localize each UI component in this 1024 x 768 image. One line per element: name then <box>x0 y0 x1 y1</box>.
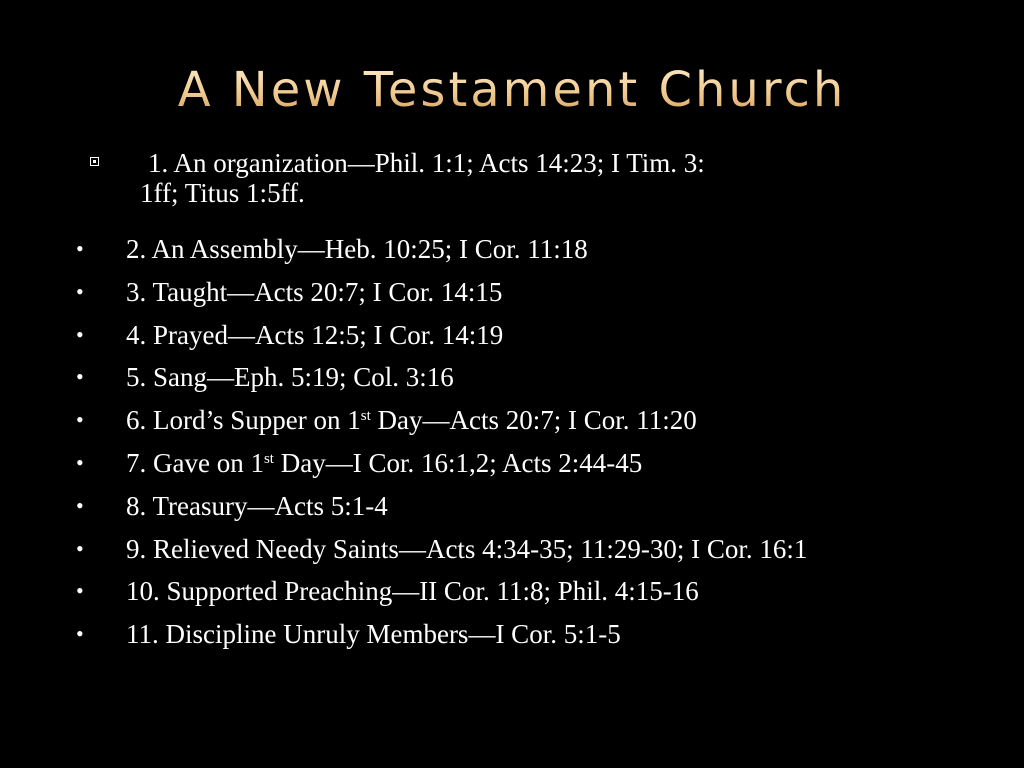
bullet-icon: • <box>76 407 84 433</box>
list-item-text-pre: 6. Lord’s Supper on 1 <box>126 405 361 436</box>
list-item <box>76 570 1016 613</box>
square-bullet-icon <box>90 157 99 166</box>
list-item-text: 9. Relieved Needy Saints—Acts 4:34-35; 11:29-30; I Cor. 16:1 <box>126 533 808 564</box>
list-item-text: 10. Supported Preaching—II Cor. 11:8; Phil. 4:15-16 <box>126 576 699 607</box>
list-item-text: 8. Treasury—Acts 5:1-4 <box>126 490 388 521</box>
first-item-line-1: 1. An organization—Phil. 1:1; Acts 14:23; I Tim. 3: <box>148 148 705 178</box>
list-item-text: 5. Sang—Eph. 5:19; Col. 3:16 <box>126 362 454 393</box>
list-item <box>76 228 1016 271</box>
bullet-icon: • <box>76 236 84 261</box>
list-item <box>76 356 1016 399</box>
list-item <box>76 442 1016 485</box>
superscript: st <box>263 450 274 467</box>
list-item <box>76 399 1016 442</box>
list-item <box>76 271 1016 314</box>
first-item-text <box>90 148 920 208</box>
bullet-icon: • <box>76 578 84 604</box>
list-item-text-pre: 7. Gave on 1 <box>126 447 264 478</box>
bullet-icon: • <box>76 278 84 304</box>
bullet-icon: • <box>76 535 84 561</box>
list-item-text-post: Day—Acts 20:7; I Cor. 11:20 <box>370 405 697 436</box>
list-item <box>76 613 1016 656</box>
list-item <box>76 485 1016 528</box>
list-item-text: 3. Taught—Acts 20:7; I Cor. 14:15 <box>126 276 503 307</box>
list-item-text <box>126 399 697 441</box>
list-item-text <box>126 442 642 484</box>
list-item-text: 2. An Assembly—Heb. 10:25; I Cor. 11:18 <box>126 234 588 264</box>
list-item-text: 4. Prayed—Acts 12:5; I Cor. 14:19 <box>126 319 504 350</box>
list-item <box>76 528 1016 571</box>
bullet-icon: • <box>76 449 84 475</box>
first-list-item <box>90 148 920 208</box>
bullet-icon: • <box>76 621 84 647</box>
slide-title: A New Testament Church <box>0 56 1024 124</box>
bullet-icon: • <box>76 321 84 347</box>
list-item <box>76 314 1016 357</box>
list-item-text-post: Day—I Cor. 16:1,2; Acts 2:44-45 <box>273 447 643 478</box>
list-item-text: 11. Discipline Unruly Members—I Cor. 5:1-5 <box>126 619 621 650</box>
superscript: st <box>360 408 371 425</box>
bullet-icon: • <box>76 364 84 390</box>
first-item-line-2: 1ff; Titus 1:5ff. <box>140 178 305 208</box>
bullet-icon: • <box>76 492 84 518</box>
bullet-list <box>76 228 1016 656</box>
